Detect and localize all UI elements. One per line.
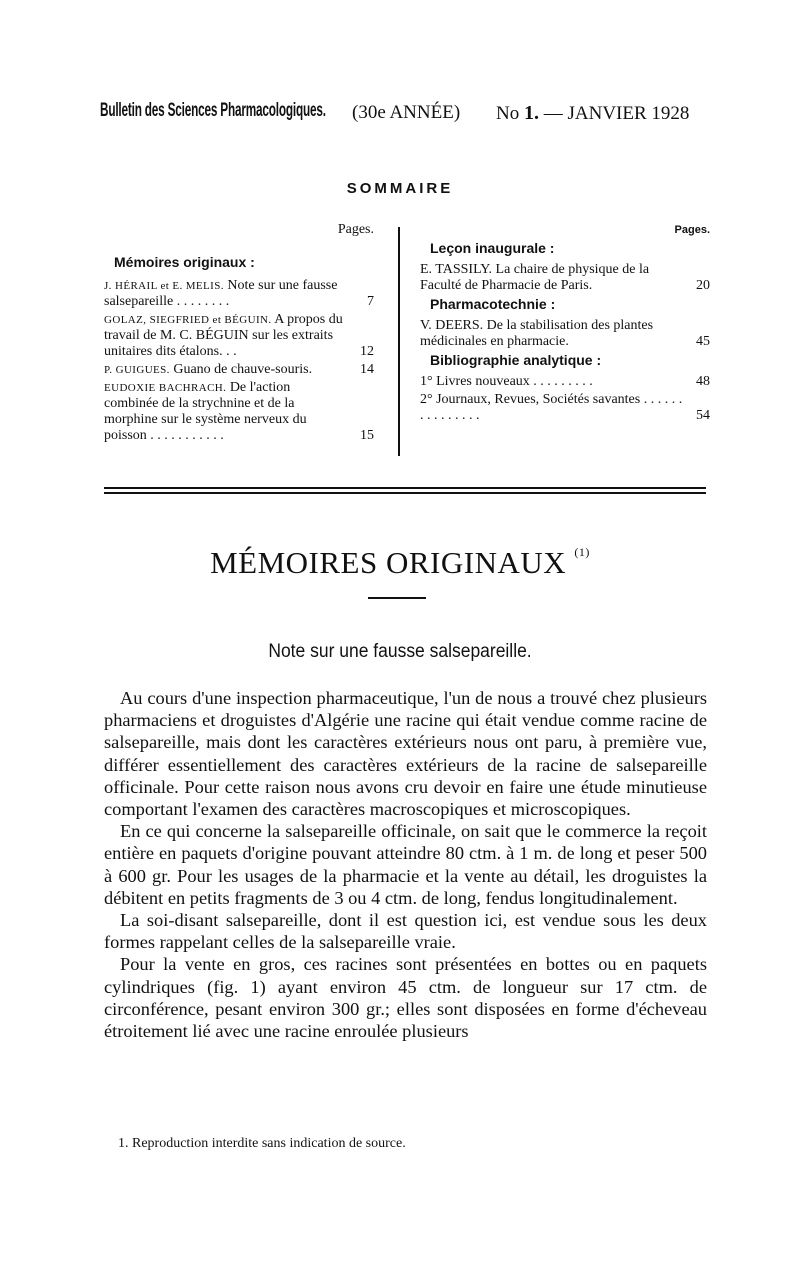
toc-text: A propos du travail de M. C. BÉGUIN sur les extraits unitaires dits étalons (104, 312, 343, 359)
toc-page: 14 (360, 362, 374, 377)
toc-text: E. TASSILY. La chaire de physique de la Faculté de Pharmacie de Paris. (420, 262, 650, 293)
toc-text: Guano de chauve-souris. (173, 362, 313, 377)
double-rule-top (104, 487, 706, 489)
column-divider (398, 227, 400, 456)
paragraph: La soi-disant salsepareille, dont il est question ici, est vendue sous les deux formes rappelant celles de la salsepareille vraie. (104, 910, 707, 953)
toc-page: 54 (696, 408, 710, 423)
section-bibliographie: Bibliographie analytique : (430, 352, 602, 368)
toc-entry (420, 318, 710, 350)
toc-page: 15 (360, 428, 374, 443)
toc-entry (420, 262, 710, 294)
toc-page: 48 (696, 374, 710, 389)
sommaire-left-column (104, 222, 374, 446)
toc-entry: 2° Journaux, Revues, Sociétés savantes . . . . . . . . . . . . . . . 54 (420, 392, 710, 423)
toc-page: 12 (360, 344, 374, 359)
issue-date: — JANVIER 1928 (543, 103, 690, 124)
article-title: Note sur une fausse salsepareille. (268, 641, 532, 662)
toc-entry: EUDOXIE BACHRACH. De l'action combinée de la strychnine et de la morphine sur le système nerveux du poisson . . . . . . . . . . . 15 (104, 380, 374, 443)
volume-year: (30e ANNÉE) (352, 102, 461, 123)
toc-author: J. HÉRAIL et E. MELIS. (104, 280, 224, 292)
issue-value: 1. (523, 102, 539, 124)
toc-page: 45 (696, 334, 710, 349)
heading-rule (368, 597, 426, 599)
toc-page: 20 (696, 278, 710, 293)
section-pharmacotechnie: Pharmacotechnie : (430, 296, 556, 312)
toc-author: P. GUIGUES. (104, 364, 170, 376)
toc-author: GOLAZ, SIEGFRIED et BÉGUIN. (104, 314, 272, 326)
sommaire-right-column (420, 222, 710, 426)
pages-header-right: Pages. (674, 224, 710, 236)
toc-text: 2° Journaux, Revues, Sociétés savantes (420, 392, 641, 407)
toc-text: Note sur une fausse salsepareille (104, 278, 338, 309)
toc-text: De l'action combinée de la strychnine et de la morphine sur le système nerveux du poisson (104, 380, 307, 443)
journal-title: Bulletin des Sciences Pharmacologiques. (100, 100, 326, 121)
section-lecon: Leçon inaugurale : (430, 240, 555, 256)
toc-entry: J. HÉRAIL et E. MELIS. Note sur une fausse salsepareille . . . . . . . . 7 (104, 278, 374, 309)
paragraph: Pour la vente en gros, ces racines sont présentées en bottes ou en paquets cylindriques (fig. 1) ayant environ 45 ctm. de longueur sur 17 ctm. de circonférence, pesant environ 300 gr.; elles sont disposées en forme d'écheveau étroitement lié avec une racine enroulée plusieurs (104, 954, 707, 1042)
toc-author: EUDOXIE BACHRACH. (104, 382, 227, 394)
pages-header-left: Pages. (337, 222, 374, 237)
toc-page: 7 (367, 294, 374, 309)
double-rule-bottom (104, 492, 706, 494)
toc-text: 1° Livres nouveaux (420, 374, 530, 389)
section-heading (0, 545, 800, 581)
toc-text: V. DEERS. De la stabilisation des plantes médicinales en pharmacie. (420, 318, 654, 349)
toc-entry (104, 362, 374, 378)
issue-number (496, 102, 689, 125)
section-memoires: Mémoires originaux : (114, 254, 255, 270)
issue-label: No (496, 103, 520, 124)
paragraph: En ce qui concerne la salsepareille officinale, on sait que le commerce la reçoit entière en paquets d'origine pouvant atteindre 80 ctm. à 1 m. de long et peser 500 à 600 gr. Pour les usages de la pharmacie et la vente au détail, les droguistes la débitent en petits fragments de 3 ou 4 ctm. de long, fendus longitudinalement. (104, 821, 707, 908)
footnote-marker: (1) (574, 544, 590, 559)
running-header (100, 100, 706, 126)
section-heading-text: MÉMOIRES ORIGINAUX (210, 545, 567, 580)
toc-entry: GOLAZ, SIEGFRIED et BÉGUIN. A propos du travail de M. C. BÉGUIN sur les extraits unitaires dits étalons. . . 12 (104, 312, 374, 359)
sommaire-title: SOMMAIRE (346, 180, 454, 197)
article-body (104, 687, 707, 1042)
paragraph: Au cours d'une inspection pharmaceutique, l'un de nous a trouvé chez plusieurs pharmaciens et droguistes d'Algérie une racine qui était vendue comme racine de salsepareille, mais dont les caractères extérieurs nous ont paru, à première vue, différer essentiellement des caractères extérieurs de la racine de salsepareille officinale. Pour cette raison nous avons cru devoir en faire une étude minutieuse comportant l'examen des caractères macroscopiques et microscopiques. (104, 688, 707, 820)
footnote: 1. Reproduction interdite sans indication de source. (118, 1136, 406, 1151)
toc-entry: 1° Livres nouveaux . . . . . . . . . 48 (420, 374, 710, 389)
